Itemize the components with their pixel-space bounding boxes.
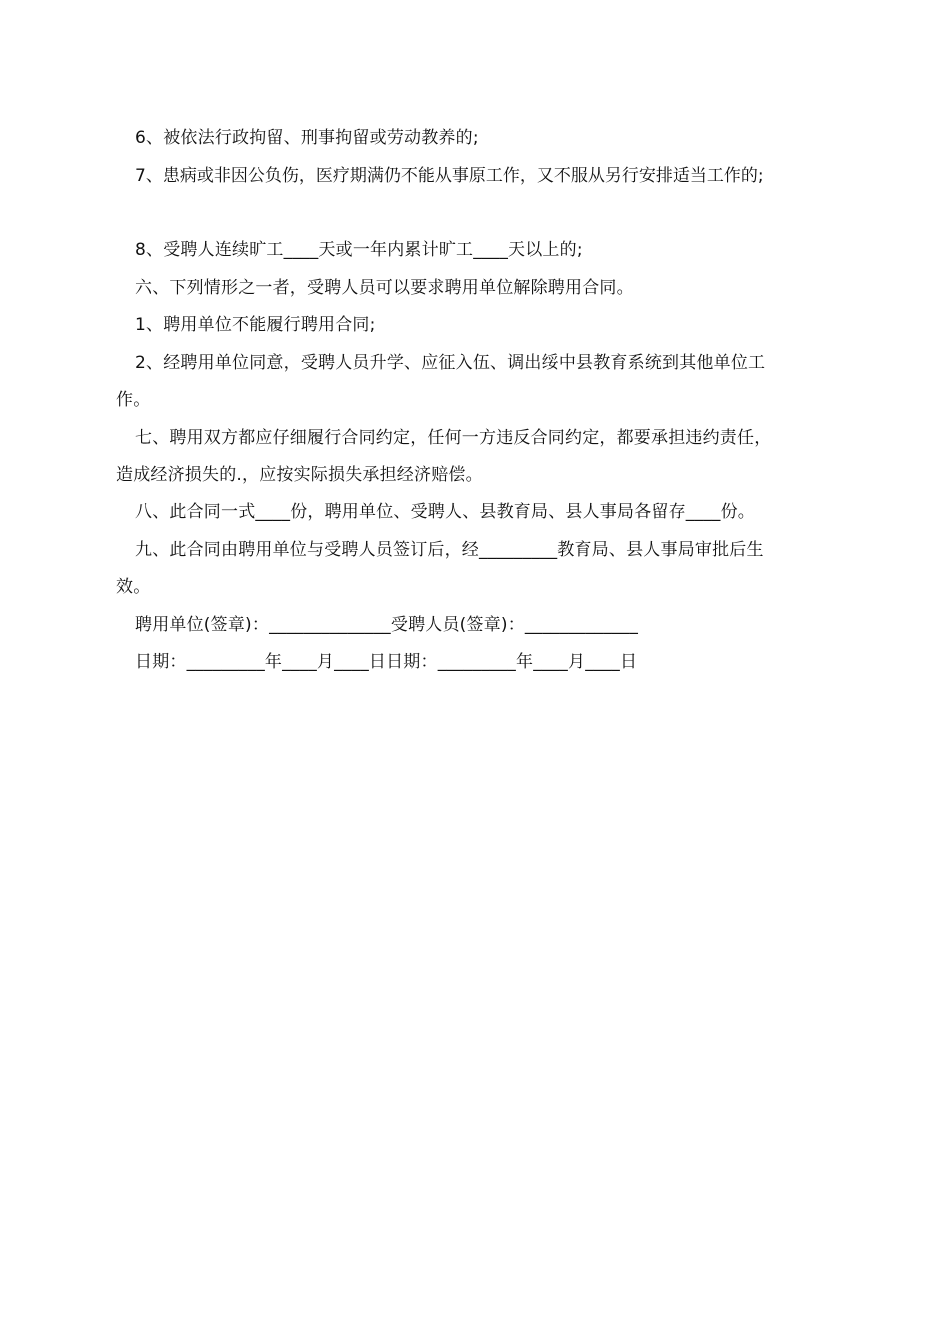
- section-9: 九、此合同由聘用单位与受聘人员签订后，经_________教育局、县人事局审批后生: [135, 540, 764, 560]
- clause-8: 8、受聘人连续旷工____天或一年内累计旷工____天以上的;: [135, 240, 583, 260]
- section-8: 八、此合同一式____份，聘用单位、受聘人、县教育局、县人事局各留存____份。: [135, 502, 755, 522]
- signature-line: 聘用单位(签章)：______________受聘人员(签章)：_____________: [135, 615, 639, 635]
- section-6-item-2-continued: 作。: [116, 390, 151, 410]
- date-line: 日期：_________年____月____日日期：_________年____月____日: [135, 652, 638, 672]
- clause-6: 6、被依法行政拘留、刑事拘留或劳动教养的;: [135, 128, 479, 148]
- section-6-item-2: 2、经聘用单位同意，受聘人员升学、应征入伍、调出绥中县教育系统到其他单位工: [135, 353, 766, 373]
- section-6-item-1: 1、聘用单位不能履行聘用合同;: [135, 315, 376, 335]
- section-6-heading: 六、下列情形之一者，受聘人员可以要求聘用单位解除聘用合同。: [135, 278, 634, 298]
- clause-7: 7、患病或非因公负伤，医疗期满仍不能从事原工作，又不服从另行安排适当工作的;: [135, 166, 764, 186]
- section-7: 七、聘用双方都应仔细履行合同约定，任何一方违反合同约定，都要承担违约责任，: [135, 428, 772, 448]
- section-7-continued: 造成经济损失的.，应按实际损失承担经济赔偿。: [116, 465, 483, 485]
- section-9-continued: 效。: [116, 577, 151, 597]
